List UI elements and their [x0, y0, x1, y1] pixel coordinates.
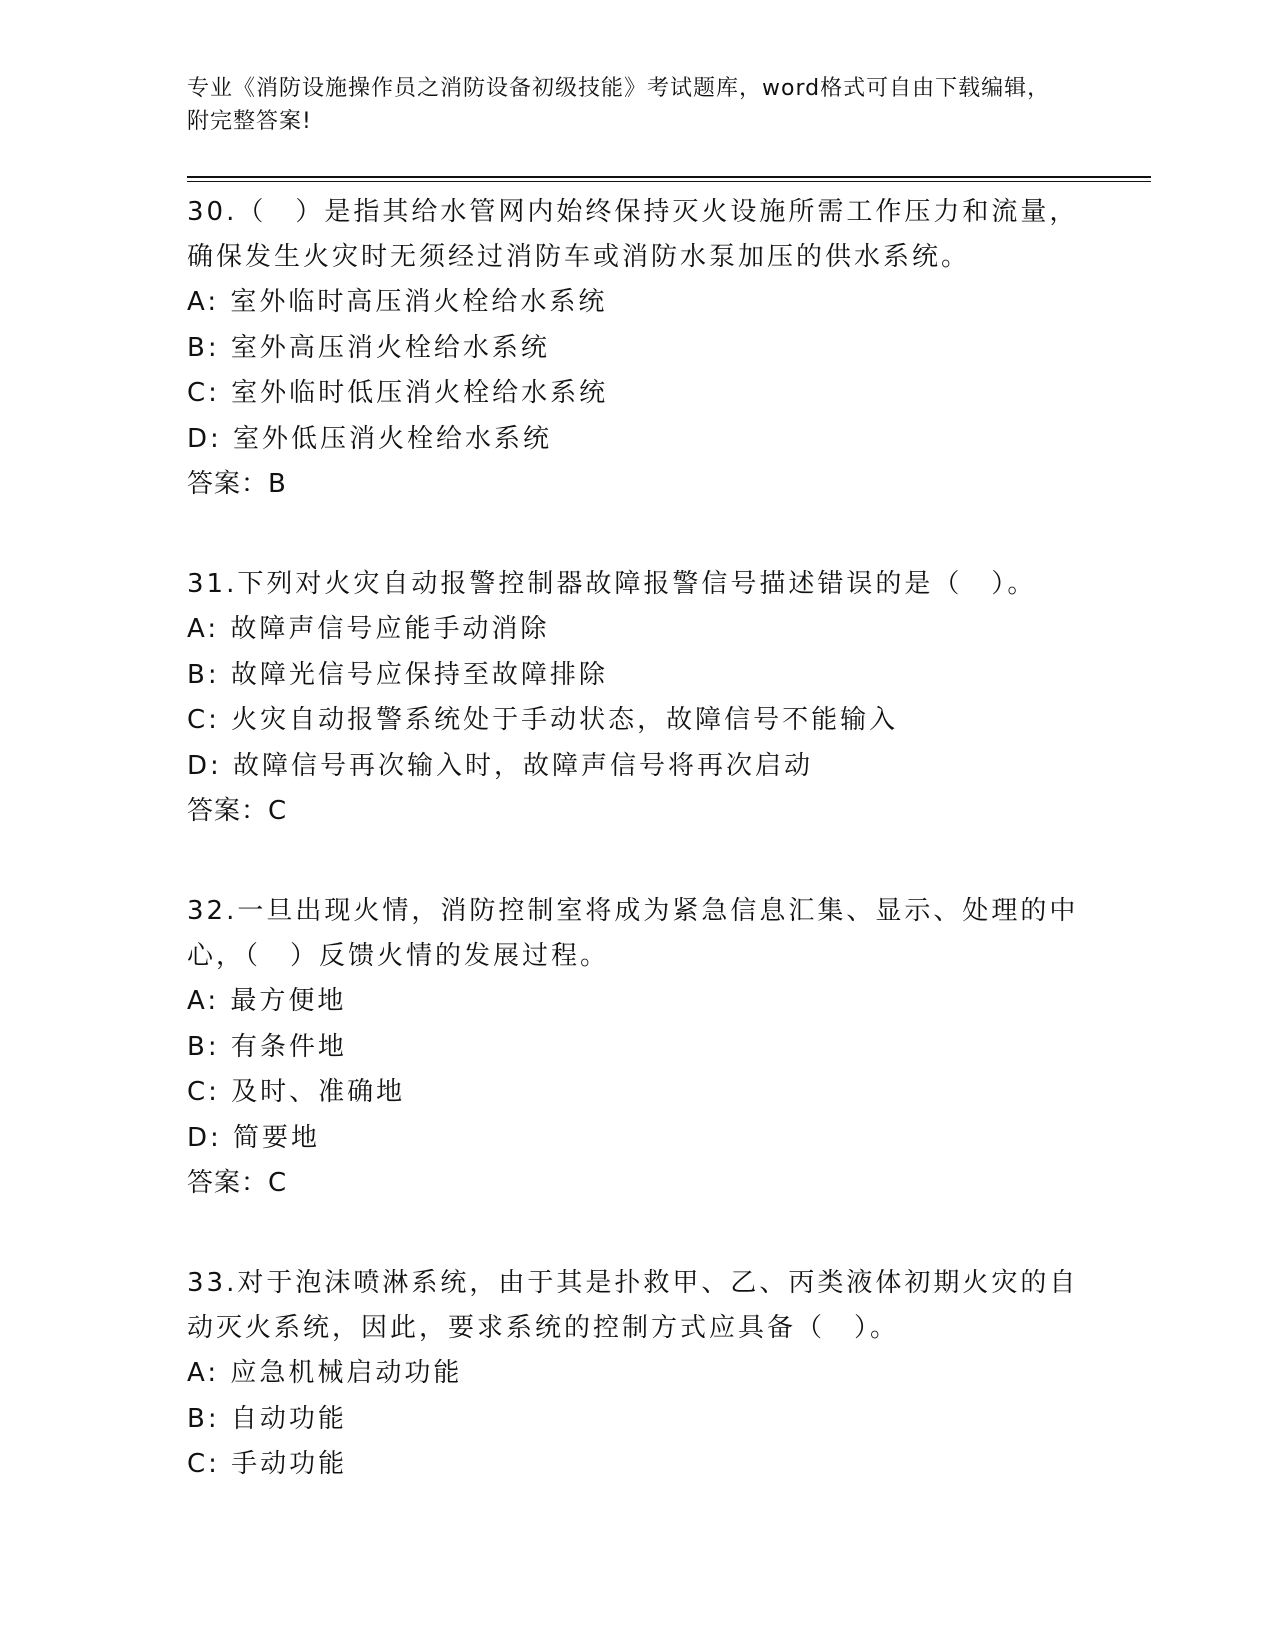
question-32: [187, 889, 1087, 1206]
answer-line: 答案：C: [187, 1168, 288, 1198]
option-c: C: 火灾自动报警系统处于手动状态，故障信号不能输入: [187, 705, 899, 735]
question-stem: 30.（ ）是指其给水管网内始终保持灭火设施所需工作压力和流量，确保发生火灾时无须经过消防车或消防水泵加压的供水系统。: [187, 197, 1079, 272]
question-stem: 31.下列对火灾自动报警控制器故障报警信号描述错误的是（ ）。: [187, 569, 1037, 599]
option-c: C: 手动功能: [187, 1449, 348, 1479]
question-31: [187, 562, 1087, 834]
question-33: [187, 1261, 1087, 1488]
option-b: B: 故障光信号应保持至故障排除: [187, 659, 608, 690]
question-30: [187, 190, 1087, 507]
option-d: D: 故障信号再次输入时，故障声信号将再次启动: [187, 750, 814, 781]
question-list: [187, 190, 1087, 1543]
option-d: D: 简要地: [187, 1122, 321, 1153]
option-c: C: 室外临时低压消火栓给水系统: [187, 378, 609, 408]
question-stem: 32.一旦出现火情，消防控制室将成为紧急信息汇集、显示、处理的中心，（ ）反馈火情的发展过程。: [187, 896, 1079, 971]
option-b: B: 室外高压消火栓给水系统: [187, 332, 550, 363]
document-header: 专业《消防设施操作员之消防设备初级技能》考试题库，word格式可自由下载编辑，附完整答案!: [187, 76, 1051, 134]
answer-line: 答案：C: [187, 796, 288, 826]
option-c: C: 及时、准确地: [187, 1077, 406, 1107]
answer-line: 答案：B: [187, 469, 287, 499]
option-d: D: 室外低压消火栓给水系统: [187, 423, 553, 454]
option-a: A: 应急机械启动功能: [187, 1358, 463, 1388]
option-a: A: 故障声信号应能手动消除: [187, 614, 550, 644]
option-a: A: 最方便地: [187, 986, 347, 1016]
question-stem: 33.对于泡沫喷淋系统，由于其是扑救甲、乙、丙类液体初期火灾的自动灭火系统，因此，要求系统的控制方式应具备（ ）。: [187, 1268, 1079, 1343]
option-b: B: 有条件地: [187, 1031, 347, 1062]
option-a: A: 室外临时高压消火栓给水系统: [187, 287, 608, 317]
header-divider-thick: [187, 176, 1151, 178]
option-b: B: 自动功能: [187, 1403, 347, 1434]
header-divider-thin: [187, 181, 1151, 182]
